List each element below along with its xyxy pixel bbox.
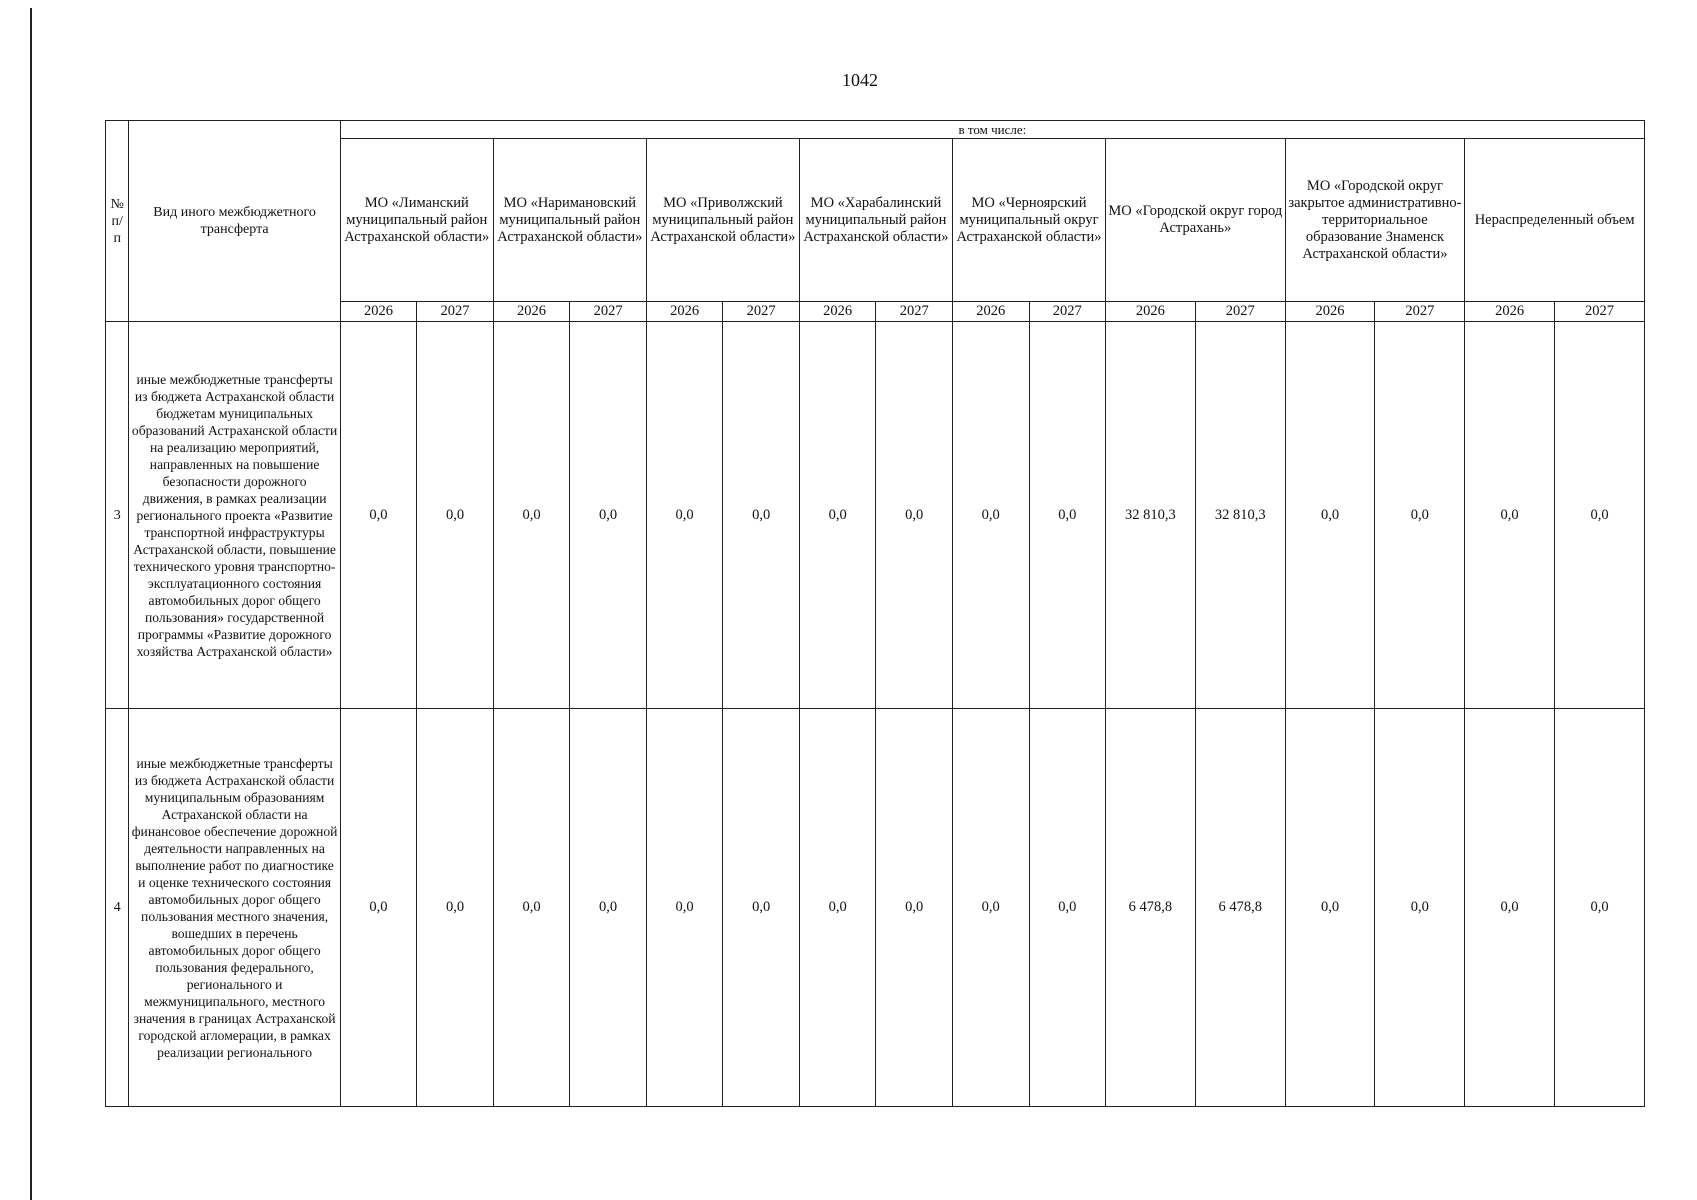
year-2027: 2027 bbox=[1195, 302, 1285, 322]
header-mo-limansky: МО «Лиманский муниципальный район Астраханской области» bbox=[340, 139, 493, 302]
year-2026: 2026 bbox=[1465, 302, 1555, 322]
value-cell: 32 810,3 bbox=[1195, 322, 1285, 709]
table-row bbox=[106, 322, 1645, 709]
transfers-table bbox=[105, 120, 1645, 1107]
year-2027: 2027 bbox=[570, 302, 647, 322]
value-cell: 0,0 bbox=[723, 322, 800, 709]
header-mo-znamensk: МО «Городской округ закрытое административно-территориальное образование Знаменск Астраханской области» bbox=[1285, 139, 1465, 302]
value-cell: 0,0 bbox=[876, 322, 953, 709]
year-2026: 2026 bbox=[646, 302, 723, 322]
year-2027: 2027 bbox=[417, 302, 494, 322]
value-cell: 6 478,8 bbox=[1195, 709, 1285, 1107]
year-2026: 2026 bbox=[952, 302, 1029, 322]
year-2027: 2027 bbox=[876, 302, 953, 322]
row-num: 4 bbox=[106, 709, 129, 1107]
value-cell: 0,0 bbox=[952, 322, 1029, 709]
value-cell: 0,0 bbox=[799, 322, 876, 709]
year-2026: 2026 bbox=[1106, 302, 1196, 322]
header-unallocated: Нераспределенный объем bbox=[1465, 139, 1645, 302]
value-cell: 0,0 bbox=[876, 709, 953, 1107]
value-cell: 0,0 bbox=[952, 709, 1029, 1107]
header-mo-astrakhan: МО «Городской округ город Астрахань» bbox=[1106, 139, 1286, 302]
value-cell: 32 810,3 bbox=[1106, 322, 1196, 709]
row-num: 3 bbox=[106, 322, 129, 709]
value-cell: 0,0 bbox=[340, 709, 417, 1107]
year-2027: 2027 bbox=[1029, 302, 1106, 322]
year-2026: 2026 bbox=[799, 302, 876, 322]
value-cell: 0,0 bbox=[1029, 709, 1106, 1107]
value-cell: 0,0 bbox=[417, 322, 494, 709]
value-cell: 0,0 bbox=[493, 709, 570, 1107]
page-number: 1042 bbox=[842, 70, 878, 90]
value-cell: 0,0 bbox=[646, 709, 723, 1107]
header-mo-kharabalinsky: МО «Харабалинский муниципальный район Астраханской области» bbox=[799, 139, 952, 302]
value-cell: 0,0 bbox=[1555, 322, 1645, 709]
header-mo-chernoyarsky: МО «Черноярский муниципальный округ Астраханской области» bbox=[952, 139, 1105, 302]
year-2026: 2026 bbox=[493, 302, 570, 322]
value-cell: 0,0 bbox=[1285, 322, 1375, 709]
value-cell: 0,0 bbox=[570, 322, 647, 709]
header-num: № п/п bbox=[106, 121, 129, 322]
value-cell: 0,0 bbox=[723, 709, 800, 1107]
value-cell: 0,0 bbox=[493, 322, 570, 709]
year-2027: 2027 bbox=[1375, 302, 1465, 322]
header-including: в том числе: bbox=[340, 121, 1644, 139]
value-cell: 0,0 bbox=[1029, 322, 1106, 709]
header-mo-privolzhsky: МО «Приволжский муниципальный район Астраханской области» bbox=[646, 139, 799, 302]
header-mo-narimanovsky: МО «Наримановский муниципальный район Астраханской области» bbox=[493, 139, 646, 302]
value-cell: 0,0 bbox=[1375, 709, 1465, 1107]
row-description: иные межбюджетные трансферты из бюджета Астраханской области муниципальным образованиям Астраханской области на финансовое обеспечение дорожной деятельности направленных на выполнение работ по диагностике и оценке технического состояния автомобильных дорог общего пользования местного значения, вошедших в перечень автомобильных дорог общего пользования федерального, регионального и межмуниципального, местного значения в границах Астраханской городской агломерации, в рамках реализации регионального bbox=[129, 709, 340, 1107]
value-cell: 0,0 bbox=[799, 709, 876, 1107]
value-cell: 0,0 bbox=[1465, 322, 1555, 709]
value-cell: 0,0 bbox=[1465, 709, 1555, 1107]
value-cell: 0,0 bbox=[646, 322, 723, 709]
table-row bbox=[106, 709, 1645, 1107]
year-2027: 2027 bbox=[1555, 302, 1645, 322]
year-2026: 2026 bbox=[1285, 302, 1375, 322]
row-description: иные межбюджетные трансферты из бюджета Астраханской области бюджетам муниципальных образований Астраханской области на реализацию мероприятий, направленных на повышение безопасности дорожного движения, в рамках реализации регионального проекта «Развитие транспортной инфраструктуры Астраханской области, повышение технического уровня транспортно-эксплуатационного состояния автомобильных дорог общего пользования» государственной программы «Развитие дорожного хозяйства Астраханской области» bbox=[129, 322, 340, 709]
value-cell: 0,0 bbox=[1285, 709, 1375, 1107]
value-cell: 0,0 bbox=[340, 322, 417, 709]
binding-margin-line bbox=[30, 8, 32, 1200]
value-cell: 0,0 bbox=[570, 709, 647, 1107]
header-transfer-type: Вид иного межбюджетного трансферта bbox=[129, 121, 340, 322]
year-2026: 2026 bbox=[340, 302, 417, 322]
value-cell: 0,0 bbox=[417, 709, 494, 1107]
value-cell: 0,0 bbox=[1375, 322, 1465, 709]
value-cell: 0,0 bbox=[1555, 709, 1645, 1107]
year-2027: 2027 bbox=[723, 302, 800, 322]
value-cell: 6 478,8 bbox=[1106, 709, 1196, 1107]
